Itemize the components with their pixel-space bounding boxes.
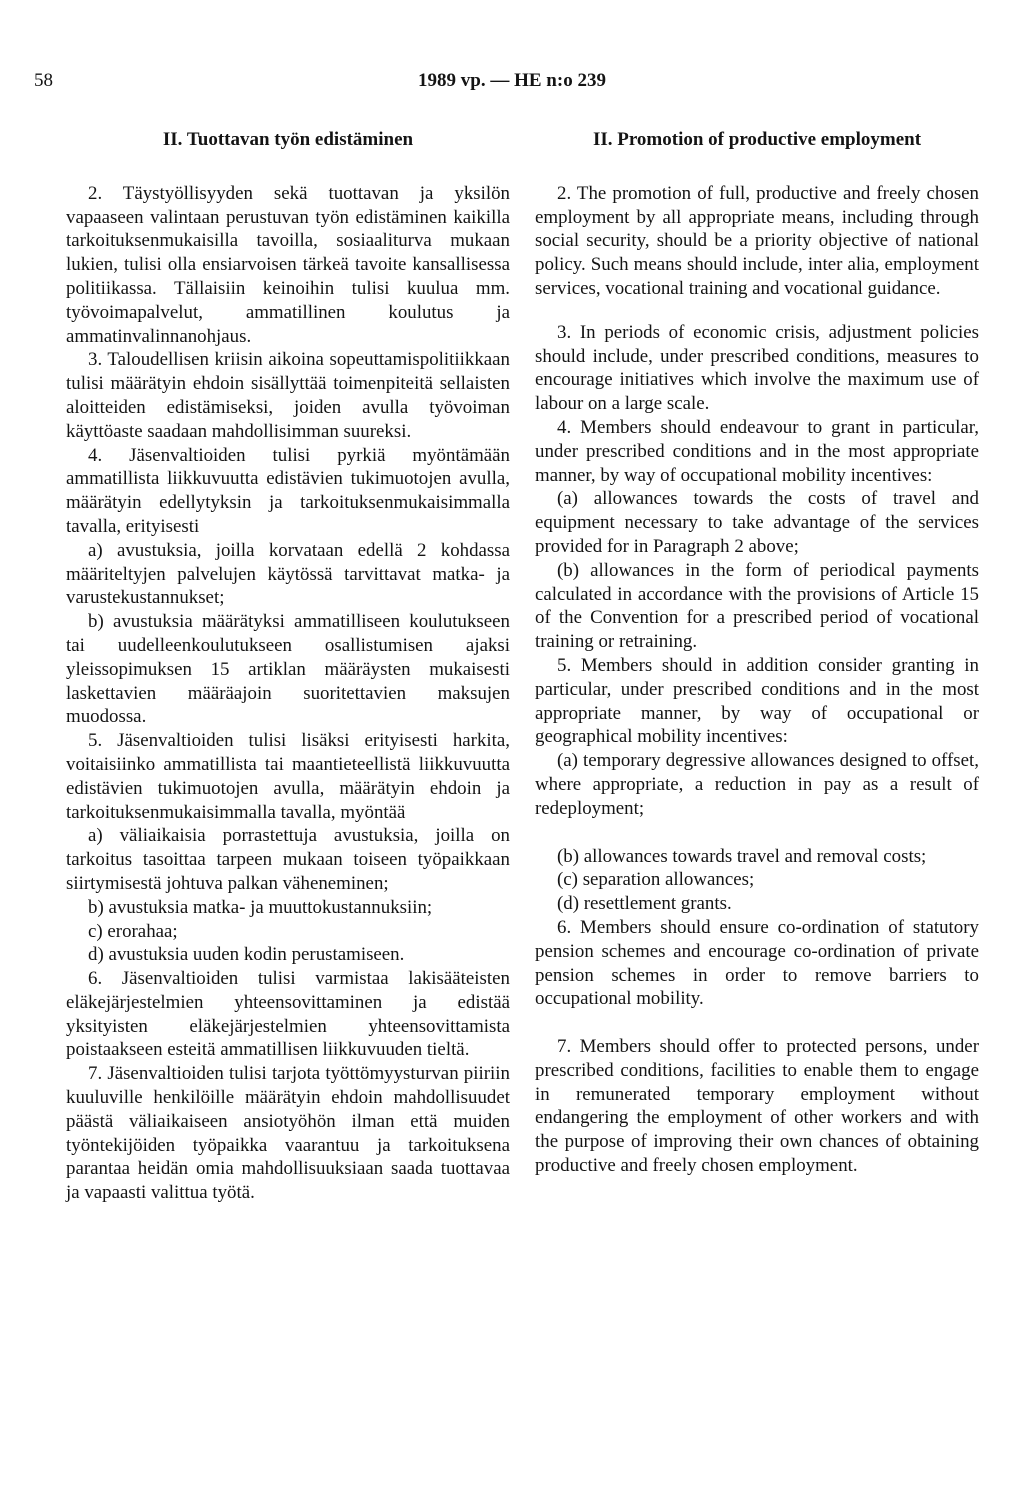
fi-paragraph-2: 2. Täystyöllisyyden sekä tuottavan ja yksilön vapaaseen valintaan perustuvan työn edistäminen kaikilla tarkoituksenmukaisilla tavoilla, sosiaaliturva mukaan lukien, tulisi olla ensiarvoisen tärkeä tavoite kansallisessa politiikassa. Tällaisiin keinoihin tulisi kuulua mm. työvoimapalvelut, ammatillinen koulutus ja ammatinvalinnanohjaus. [66, 182, 510, 347]
fi-paragraph-5: 5. Jäsenvaltioiden tulisi lisäksi erityisesti harkita, voitaisiinko ammatillista tai maantieteellistä liikkuvuutta edistävien tukimuotojen avulla, määrätyin ehdoin ja tarkoituksenmukaisimmalla tavalla, myöntää [66, 730, 510, 823]
en-paragraph-4a: (a) allowances towards the costs of travel and equipment necessary to take advantage of the services provided for in Paragraph 2 above; [535, 488, 979, 557]
en-paragraph-6: 6. Members should ensure co-ordination of statutory pension schemes and encourage co-ordination of private pension schemes in order to remove barriers to occupational mobility. [535, 916, 979, 1010]
en-paragraph-5b: (b) allowances towards travel and removal costs; [557, 845, 927, 867]
en-paragraph-7: 7. Members should offer to protected persons, under prescribed conditions, facilities to enable them to engage in remunerated temporary employment without endangering the employment of other workers and with the purpose of improving their own chances of obtaining productive and freely chosen employment. [535, 1036, 979, 1177]
english-section-heading: II. Promotion of productive employment [592, 129, 922, 150]
en-paragraph-2: 2. The promotion of full, productive and freely chosen employment by all appropriate means, including through social security, should be a priority objective of national policy. Such means should include, inter alia, employment services, vocational training and vocational guidance. [535, 182, 979, 299]
finnish-column [66, 128, 510, 1205]
fi-paragraph-4: 4. Jäsenvaltioiden tulisi pyrkiä myöntämään ammatillista liikkuvuutta edistävien tukimuotojen avulla, määrätyin edellytyksin ja tarkoituksenmukaisimmalla tavalla, erityisesti [66, 444, 510, 537]
running-head: 1989 vp. — HE n:o 239 [418, 70, 606, 91]
en-paragraph-4: 4. Members should endeavour to grant in particular, under prescribed conditions and in the most appropriate manner, by way of occupational mobility incentives: [535, 416, 979, 486]
english-column [535, 128, 979, 1178]
fi-paragraph-6: 6. Jäsenvaltioiden tulisi varmistaa lakisääteisten eläkejärjestelmien yhteensovittaminen ja edistää yksityisten eläkejärjestelmien yhteensovittamista poistaakseen esteitä ammatillisen liikkuvuuden tieltä. [66, 968, 510, 1061]
en-paragraph-5: 5. Members should in addition consider granting in particular, under prescribed conditions and in the most appropriate manner, by way of occupational or geographical mobility incentives: [535, 654, 979, 748]
en-paragraph-5a: (a) temporary degressive allowances designed to offset, where appropriate, a reduction in pay as a result of redeployment; [535, 750, 979, 819]
fi-paragraph-3: 3. Taloudellisen kriisin aikoina sopeuttamispolitiikkaan tulisi määrätyin ehdoin sisällyttää toimenpiteitä sellaisten aloitteiden edistämiseksi, joiden avulla työvoiman käyttöaste saadaan mahdollisimman suureksi. [66, 349, 510, 442]
fi-paragraph-5a: a) väliaikaisia porrastettuja avustuksia, joilla on tarkoitus tasoittaa tarpeen mukaan toiseen työpaikkaan siirtymisestä johtuva palkan väheneminen; [66, 825, 510, 894]
fi-paragraph-5c: c) erorahaa; [88, 920, 178, 942]
fi-paragraph-5d: d) avustuksia uuden kodin perustamiseen. [88, 944, 405, 966]
en-paragraph-3: 3. In periods of economic crisis, adjustment policies should include, under prescribed conditions, measures to encourage initiatives which involve the maximum use of labour on a large scale. [535, 321, 979, 415]
fi-paragraph-4a: a) avustuksia, joilla korvataan edellä 2 kohdassa määriteltyjen palvelujen käytössä tarvittavat matka- ja varustekustannukset; [66, 539, 510, 609]
en-paragraph-5c: (c) separation allowances; [557, 869, 755, 891]
page-number: 58 [34, 70, 53, 91]
fi-paragraph-4b: b) avustuksia määrätyksi ammatilliseen koulutukseen tai uudelleenkoulutukseen osallistumisen ajaksi yleissopimuksen 15 artiklan määräysten mukaisesti laskettavien määräajoin suoritettavien maksujen muodossa. [66, 611, 510, 728]
finnish-section-heading: II. Tuottavan työn edistäminen [162, 129, 414, 150]
fi-paragraph-5b: b) avustuksia matka- ja muuttokustannuksiin; [88, 896, 433, 918]
en-paragraph-5d: (d) resettlement grants. [557, 893, 732, 915]
fi-paragraph-7: 7. Jäsenvaltioiden tulisi tarjota työttömyysturvan piiriin kuuluville henkilöille määrätyin ehdoin mahdollisuudet päästä väliaikaiseen ansiotyöhön ilman että muiden työntekijöiden työpaikka vaarantuu ja tarkoituksena parantaa heidän omia mahdollisuuksiaan saada tuottavaa ja vapaasti valittua työtä. [66, 1063, 510, 1204]
en-paragraph-4b: (b) allowances in the form of periodical payments calculated in accordance with the provisions of Article 15 of the Convention for a prescribed period of vocational training or retraining. [535, 559, 979, 653]
